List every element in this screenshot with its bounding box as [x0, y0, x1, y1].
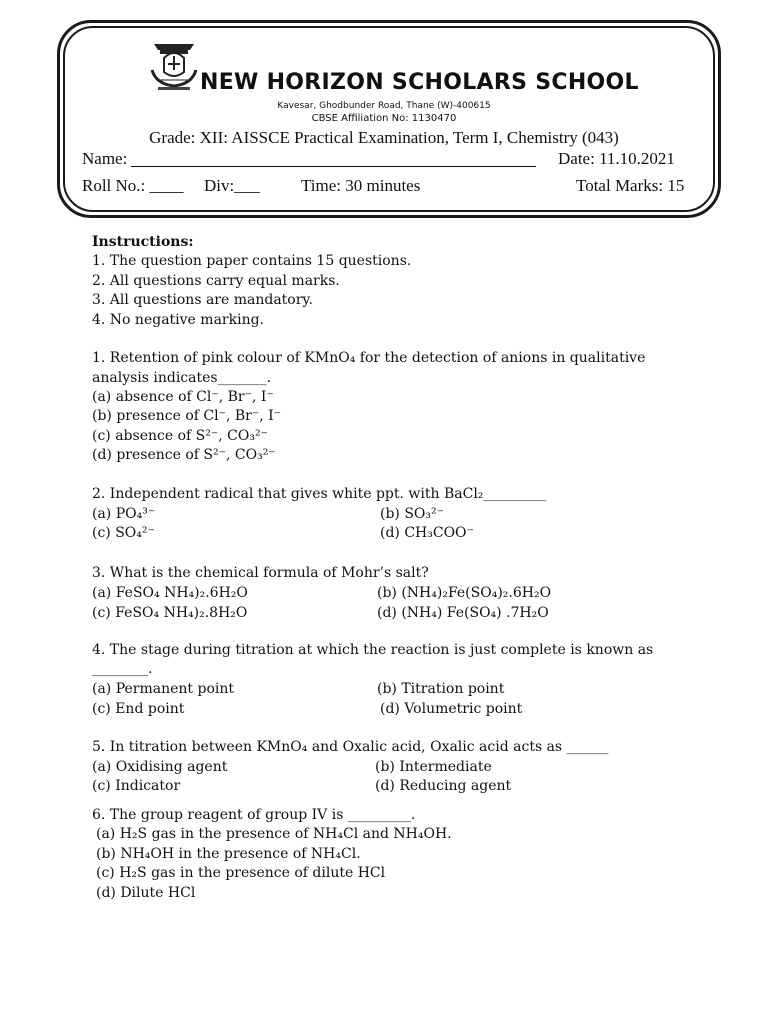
question-5-option-c: (c) Indicator	[92, 778, 181, 794]
question-5-text: 5. In titration between KMnO₄ and Oxalic acid, Oxalic acid acts as ______	[92, 739, 609, 755]
question-1-text-cont: analysis indicates_______.	[92, 370, 272, 386]
instruction-item: 1. The question paper contains 15 questions.	[92, 253, 412, 269]
question-6-option-d: (d) Dilute HCl	[96, 885, 196, 901]
total-marks: Total Marks: 15	[576, 176, 685, 195]
question-4-option-b: (b) Titration point	[377, 681, 505, 697]
name-label: Name:	[82, 149, 128, 168]
question-4-text: 4. The stage during titration at which the reaction is just complete is known as	[92, 642, 654, 658]
division-label: Div:___	[204, 176, 260, 195]
question-1-option-a: (a) absence of Cl⁻, Br⁻, I⁻	[92, 389, 274, 405]
question-6-option-c: (c) H₂S gas in the presence of dilute HCl	[96, 865, 386, 881]
question-1-text: 1. Retention of pink colour of KMnO₄ for the detection of anions in qualitative	[92, 350, 646, 366]
question-5-option-b: (b) Intermediate	[375, 759, 492, 775]
name-blank-line	[131, 166, 536, 167]
question-3-option-c: (c) FeSO₄ NH₄)₂.8H₂O	[92, 605, 248, 621]
question-3-option-d: (d) (NH₄) Fe(SO₄) .7H₂O	[377, 605, 549, 621]
question-1-option-c: (c) absence of S²⁻, CO₃²⁻	[92, 428, 268, 444]
question-2-option-c: (c) SO₄²⁻	[92, 525, 155, 541]
school-logo-icon	[146, 40, 202, 92]
question-2-text: 2. Independent radical that gives white ppt. with BaCl₂_________	[92, 486, 547, 502]
question-4-option-d: (d) Volumetric point	[380, 701, 523, 717]
question-3-option-b: (b) (NH₄)₂Fe(SO₄)₂.6H₂O	[377, 585, 552, 601]
exam-time: Time: 30 minutes	[301, 176, 421, 195]
question-4-option-a: (a) Permanent point	[92, 681, 235, 697]
question-6-option-a: (a) H₂S gas in the presence of NH₄Cl and NH₄OH.	[96, 826, 452, 842]
affiliation-number: CBSE Affiliation No: 1130470	[311, 113, 457, 124]
question-2-option-d: (d) CH₃COO⁻	[380, 525, 474, 541]
question-4-option-c: (c) End point	[92, 701, 185, 717]
question-5-option-d: (d) Reducing agent	[375, 778, 512, 794]
instruction-item: 2. All questions carry equal marks.	[92, 273, 340, 289]
question-2-option-a: (a) PO₄³⁻	[92, 506, 156, 522]
roll-number-label: Roll No.: ____	[82, 176, 184, 195]
question-1-option-d: (d) presence of S²⁻, CO₃²⁻	[92, 447, 276, 463]
question-3-text: 3. What is the chemical formula of Mohr’s salt?	[92, 565, 429, 581]
exam-title: Grade: XII: AISSCE Practical Examination, Term I, Chemistry (043)	[149, 128, 619, 147]
question-2-option-b: (b) SO₃²⁻	[380, 506, 445, 522]
question-5-option-a: (a) Oxidising agent	[92, 759, 228, 775]
question-6-text: 6. The group reagent of group IV is _________.	[92, 807, 416, 823]
instruction-item: 4. No negative marking.	[92, 312, 264, 328]
school-address: Kavesar, Ghodbunder Road, Thane (W)-400615	[277, 101, 491, 111]
exam-date: Date: 11.10.2021	[558, 149, 675, 168]
school-name: NEW HORIZON SCHOLARS SCHOOL	[200, 70, 639, 95]
instruction-item: 3. All questions are mandatory.	[92, 292, 313, 308]
question-3-option-a: (a) FeSO₄ NH₄)₂.6H₂O	[92, 585, 248, 601]
question-6-option-b: (b) NH₄OH in the presence of NH₄Cl.	[96, 846, 361, 862]
question-1-option-b: (b) presence of Cl⁻, Br⁻, I⁻	[92, 408, 282, 424]
instructions-heading: Instructions:	[92, 234, 194, 250]
question-4-text-cont: ________.	[92, 661, 153, 677]
